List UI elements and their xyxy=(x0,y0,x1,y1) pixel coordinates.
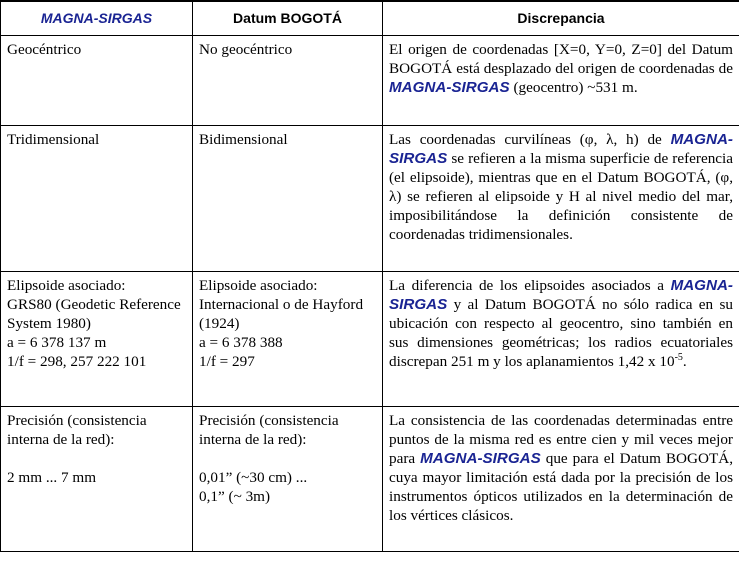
brand-label: MAGNA-SIRGAS xyxy=(389,131,733,167)
cell-line: 0,01” (~30 cm) ... xyxy=(199,469,308,486)
cell-discrepancia: El origen de coordenadas [X=0, Y=0, Z=0] del Datum BOGOTÁ está desplazado del origen de coordenadas de MAGNA-SIRGAS (geocentro) ~531 m. xyxy=(383,36,739,126)
cell-discrepancia: Las coordenadas curvilíneas (φ, λ, h) de MAGNA-SIRGAS se refieren a la misma superficie de referencia (el elipsoide), mientras que en el Datum BOGOTÁ, (φ, λ) se refieren al elipsoide y H al nivel medio del mar, imposibilitándose la definición consistente de coordenadas tridimensionales. xyxy=(383,126,739,272)
cell-bogota: No geocéntrico xyxy=(193,36,383,126)
cell-discrepancia: La consistencia de las coordenadas determinadas entre puntos de la misma red es entre cien y mil veces mejor para MAGNA-SIRGAS que para el Datum BOGOTÁ, cuya mayor limitación está dada por la precisión de los instrumentos ópticos utilizados en la determinación de los vértices clásicos. xyxy=(383,407,739,552)
cell-magna xyxy=(1,407,193,552)
cell-bogota: Bidimensional xyxy=(193,126,383,272)
cell-line: 1/f = 297 xyxy=(199,353,255,370)
cell-magna: Tridimensional xyxy=(1,126,193,272)
cell-line: Elipsoide asociado: Internacional o de Hayford (1924) xyxy=(199,277,364,332)
brand-label: MAGNA-SIRGAS xyxy=(389,79,510,96)
cell-line: a = 6 378 388 xyxy=(199,334,283,351)
cell-magna xyxy=(1,272,193,407)
cell-line: Precisión (consistencia interna de la red): xyxy=(199,412,339,448)
table-row xyxy=(1,272,739,407)
cell-discrepancia: La diferencia de los elipsoides asociados a MAGNA-SIRGAS y al Datum BOGOTÁ no sólo radica en su ubicación con respecto al geocentro, sino también en sus dimensiones geométricas; los radios ecuatoriales discrepan 251 m y los aplanamientos 1,42 x $10^{-5}$. xyxy=(383,272,739,407)
header-datum-bogota: Datum BOGOTÁ xyxy=(193,1,383,36)
brand-label: MAGNA-SIRGAS xyxy=(420,450,541,467)
cell-bogota xyxy=(193,272,383,407)
brand-label: MAGNA-SIRGAS xyxy=(389,277,733,313)
cell-bogota xyxy=(193,407,383,552)
table-row xyxy=(1,407,739,552)
cell-line: a = 6 378 137 m xyxy=(7,334,107,351)
cell-line: Precisión (consistencia interna de la red): xyxy=(7,412,147,448)
header-discrepancia: Discrepancia xyxy=(383,1,739,36)
table-row xyxy=(1,126,739,272)
cell-line: 2 mm ... 7 mm xyxy=(7,469,97,486)
table-row xyxy=(1,36,739,126)
cell-line: GRS80 (Geodetic Reference System 1980) xyxy=(7,296,181,332)
cell-line: 0,1” (~ 3m) xyxy=(199,488,271,505)
header-magna-sirgas: MAGNA-SIRGAS xyxy=(1,1,193,36)
cell-line: 1/f = 298, 257 222 101 xyxy=(7,353,147,370)
cell-line: Elipsoide asociado: xyxy=(7,277,126,294)
cell-magna: Geocéntrico xyxy=(1,36,193,126)
table-header-row xyxy=(1,1,739,36)
